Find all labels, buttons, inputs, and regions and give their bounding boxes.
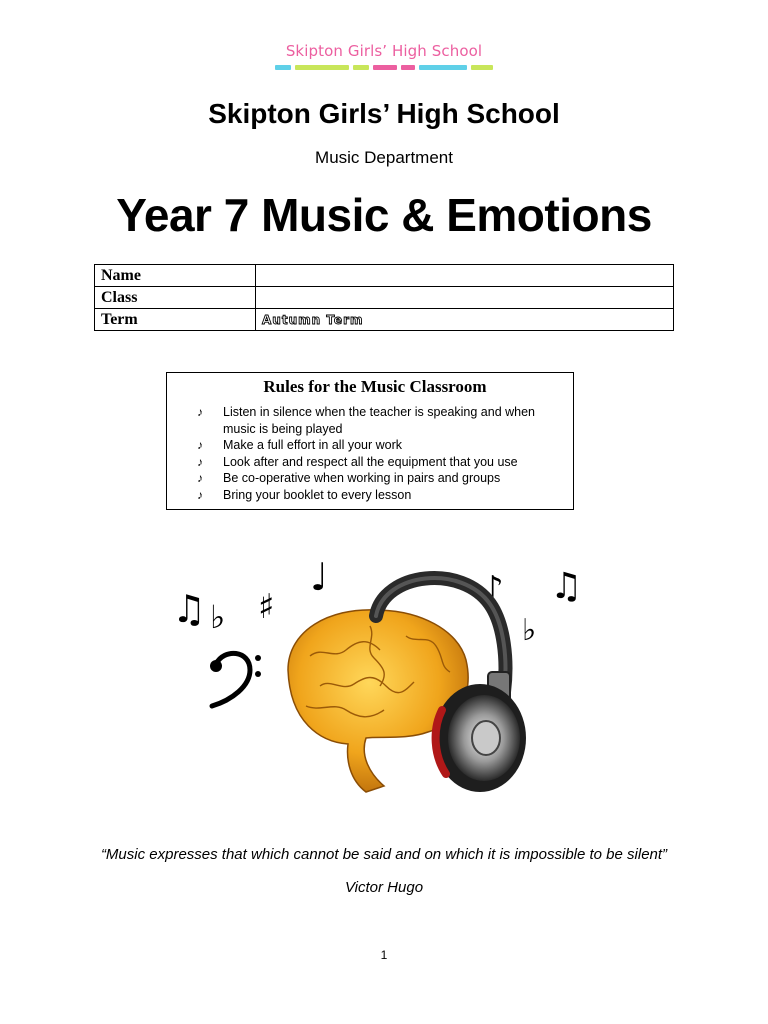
logo-bar (373, 65, 397, 70)
music-symbol: ♩ (310, 560, 328, 599)
logo-bar (275, 65, 291, 70)
music-symbol: ♯ (258, 587, 275, 627)
list-item (191, 470, 559, 487)
class-label: Class (95, 287, 256, 309)
music-note-icon: ♪ (197, 438, 203, 452)
list-item (191, 404, 559, 437)
term-label: Term (95, 309, 256, 331)
music-symbol: ♫ (550, 566, 583, 607)
rule-text: Bring your booklet to every lesson (223, 487, 412, 502)
music-note-icon: ♪ (197, 487, 203, 502)
student-info-table (94, 264, 674, 331)
logo-color-bars (0, 65, 768, 70)
term-field[interactable] (256, 309, 674, 331)
page-title: Year 7 Music & Emotions (116, 189, 652, 241)
music-symbol: ♫ (172, 587, 207, 631)
music-note-icon: ♪ (197, 405, 203, 419)
music-symbol: ♭ (522, 613, 537, 648)
bass-clef-dot (210, 660, 222, 672)
logo-bar (401, 65, 415, 70)
logo-bar (353, 65, 369, 70)
rule-text: Look after and respect all the equipment that you use (223, 454, 518, 469)
logo-bar (419, 65, 467, 70)
music-symbol: ♭ (210, 598, 226, 636)
name-label: Name (95, 265, 256, 287)
quote-author: Victor Hugo (344, 879, 424, 896)
logo-text: Skipton Girls’ High School (285, 42, 483, 60)
school-name: Skipton Girls’ High School (208, 98, 560, 129)
list-item (191, 487, 559, 504)
bass-clef-dot (255, 655, 261, 661)
school-logo (0, 42, 768, 70)
term-value: Autumn Term (262, 312, 364, 327)
rule-text: Make a full effort in all your work (223, 438, 403, 452)
music-symbol: ♪ (482, 569, 504, 609)
headphone-center (472, 721, 500, 755)
bass-clef-dot (255, 671, 261, 677)
table-row (95, 287, 674, 309)
list-item (191, 454, 559, 471)
rule-text: Listen in silence when the teacher is speaking and when music is being played (223, 405, 536, 436)
quote-text: “Music expresses that which cannot be said and on which it is impossible to be silent” (100, 846, 668, 863)
logo-bar (295, 65, 349, 70)
name-field[interactable] (256, 265, 674, 287)
table-row (95, 265, 674, 287)
rule-text: Be co-operative when working in pairs and groups (223, 471, 501, 485)
music-note-icon: ♪ (197, 471, 203, 485)
rules-list (191, 404, 559, 503)
table-row (95, 309, 674, 331)
class-field[interactable] (256, 287, 674, 309)
logo-bar (471, 65, 493, 70)
music-note-icon: ♪ (197, 454, 203, 469)
classroom-rules-box (166, 372, 574, 510)
page-number: 1 (380, 948, 388, 962)
rules-title: Rules for the Music Classroom (263, 377, 487, 396)
department-name: Music Department (315, 148, 453, 167)
brain-headphones-icon (170, 560, 590, 796)
list-item (191, 437, 559, 454)
